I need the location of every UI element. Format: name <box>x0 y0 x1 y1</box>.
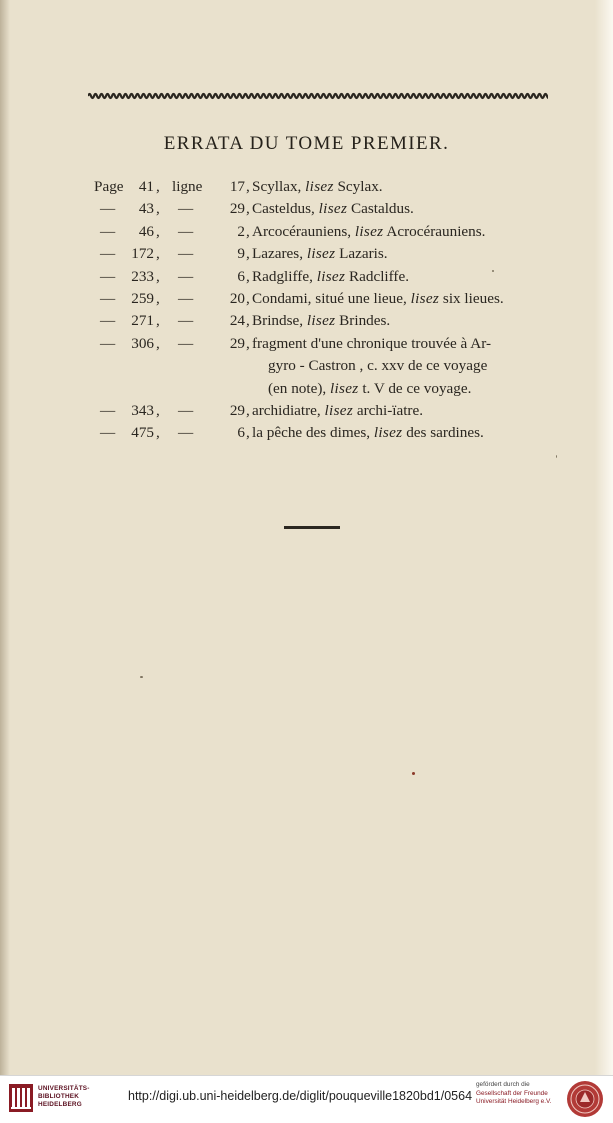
library-footer <box>0 1075 613 1120</box>
erratum-text <box>252 198 414 220</box>
errata-row <box>0 221 613 243</box>
erratum: Brindse, <box>252 312 304 330</box>
page-dash: — <box>100 222 116 240</box>
ornamental-rule <box>88 92 548 100</box>
permalink-url[interactable]: http://digi.ub.uni-heidelberg.de/diglit/pouqueville1820bd1/0564 <box>128 1089 473 1103</box>
page-number: 46 <box>138 222 154 240</box>
errata-row <box>0 422 613 444</box>
page-dash: — <box>100 312 116 330</box>
lisez-word: lisez <box>373 424 403 442</box>
line-comma: , <box>246 245 250 263</box>
page-number: 43 <box>138 200 154 218</box>
line-dash: — <box>178 289 194 307</box>
erratum-line: gyro - Castron , c. xxv de ce voyage <box>268 357 488 375</box>
correction: Brindes. <box>339 312 391 330</box>
line-dash: — <box>178 312 194 330</box>
lisez-word: lisez <box>305 178 334 195</box>
line-comma: , <box>246 401 250 419</box>
page-number: 271 <box>131 312 154 330</box>
line-comma: , <box>246 178 250 195</box>
page-dash: — <box>100 289 116 307</box>
page-comma: , <box>156 424 160 442</box>
line-comma: , <box>246 312 250 330</box>
erratum: Casteldus, <box>252 200 315 218</box>
erratum: Arcocérauniens, <box>252 222 352 240</box>
ligne-label: ligne <box>172 178 203 195</box>
page-dash: — <box>100 267 116 285</box>
errata-row <box>0 176 613 198</box>
line-number: 6 <box>237 424 245 442</box>
page-comma: , <box>156 267 160 285</box>
erratum: archidiatre, <box>252 401 321 419</box>
line-number: 9 <box>237 245 245 263</box>
correction: six lieues. <box>442 289 504 307</box>
line-dash: — <box>178 222 194 240</box>
page-dash: — <box>100 401 116 419</box>
line-number: 17 <box>229 178 245 195</box>
scan-edge-left <box>0 0 10 1075</box>
line-number: 2 <box>237 222 245 240</box>
errata-row <box>0 288 613 310</box>
correction: Radcliffe. <box>349 267 410 285</box>
line-comma: , <box>246 267 250 285</box>
line-comma: , <box>246 222 250 240</box>
errata-row <box>0 198 613 220</box>
page-comma: , <box>156 222 160 240</box>
correction: Acrocérauniens. <box>386 222 486 240</box>
erratum-text <box>252 422 484 444</box>
lisez-word: lisez <box>324 401 354 419</box>
lisez-word: lisez <box>306 312 336 330</box>
university-library-logo-icon[interactable] <box>8 1082 34 1114</box>
line-dash: — <box>178 334 194 352</box>
erratum-text <box>252 243 388 265</box>
page-comma: , <box>156 334 160 352</box>
page-title: ERRATA DU TOME PREMIER. <box>163 133 450 154</box>
line-dash: — <box>178 245 194 263</box>
errata-row <box>0 400 613 422</box>
page-number: 259 <box>131 289 154 307</box>
sponsor-note: gefördert durch die Gesellschaft der Freunde Universität Heidelberg e.V. <box>476 1081 552 1105</box>
erratum: la pêche des dimes, <box>252 424 371 442</box>
erratum-text <box>252 288 504 310</box>
page-number: 41 <box>138 178 154 195</box>
page-comma: , <box>156 245 160 263</box>
page-comma: , <box>156 289 160 307</box>
lisez-word: lisez <box>354 222 384 240</box>
correction: des sardines. <box>406 424 484 442</box>
line-dash: — <box>178 401 194 419</box>
correction: t. V de ce voyage. <box>362 379 472 397</box>
page-label: Page <box>94 178 124 195</box>
page-number: 172 <box>131 245 154 263</box>
errata-row <box>0 333 613 355</box>
erratum-text <box>252 221 485 243</box>
page-dash: — <box>100 334 116 352</box>
errata-list <box>0 176 613 445</box>
erratum-text <box>252 176 383 198</box>
page-number: 306 <box>131 334 154 352</box>
erratum: Condami, situé une lieue, <box>252 289 407 307</box>
page-comma: , <box>156 401 160 419</box>
erratum-text <box>252 266 409 288</box>
lisez-word: lisez <box>330 379 359 397</box>
erratum: Radgliffe, <box>252 267 313 285</box>
line-comma: , <box>246 289 250 307</box>
line-number: 29 <box>229 334 245 352</box>
errata-row <box>0 243 613 265</box>
correction: Lazaris. <box>339 245 388 263</box>
section-divider <box>284 526 340 529</box>
university-seal-icon[interactable] <box>566 1080 604 1118</box>
lisez-word: lisez <box>306 245 336 263</box>
line-number: 29 <box>229 200 245 218</box>
erratum: Lazares, <box>252 245 304 263</box>
line-dash: — <box>178 424 194 442</box>
line-number: 20 <box>229 289 245 307</box>
page-comma: , <box>156 178 160 195</box>
erratum: (en note), <box>268 379 327 397</box>
page-comma: , <box>156 200 160 218</box>
errata-row-continuation <box>0 378 613 400</box>
page-number: 343 <box>131 401 154 419</box>
library-name: UNIVERSITÄTS- BIBLIOTHEK HEIDELBERG <box>38 1085 90 1108</box>
errata-row <box>0 266 613 288</box>
lisez-word: lisez <box>318 200 348 218</box>
erratum-text <box>268 378 471 400</box>
erratum-text <box>252 310 390 332</box>
errata-row <box>0 310 613 332</box>
page-comma: , <box>156 312 160 330</box>
erratum: Scyllax, <box>252 178 302 195</box>
lisez-word: lisez <box>316 267 346 285</box>
line-number: 6 <box>237 267 245 285</box>
erratum-line: fragment d'une chronique trouvée à Ar- <box>252 334 492 352</box>
line-comma: , <box>246 200 250 218</box>
erratum-text <box>252 400 423 422</box>
page-number: 475 <box>131 424 154 442</box>
line-dash: — <box>178 267 194 285</box>
correction: Scylax. <box>337 178 383 195</box>
line-comma: , <box>246 424 250 442</box>
lisez-word: lisez <box>410 289 440 307</box>
errata-row-continuation <box>0 355 613 377</box>
line-comma: , <box>246 334 250 352</box>
page-dash: — <box>100 424 116 442</box>
line-dash: — <box>178 200 194 218</box>
page-number: 233 <box>131 267 154 285</box>
page-dash: — <box>100 245 116 263</box>
correction: archi-ïatre. <box>356 401 424 419</box>
line-number: 29 <box>229 401 245 419</box>
page-dash: — <box>100 200 116 218</box>
scan-edge-right <box>595 0 613 1075</box>
correction: Castaldus. <box>350 200 414 218</box>
line-number: 24 <box>229 312 245 330</box>
